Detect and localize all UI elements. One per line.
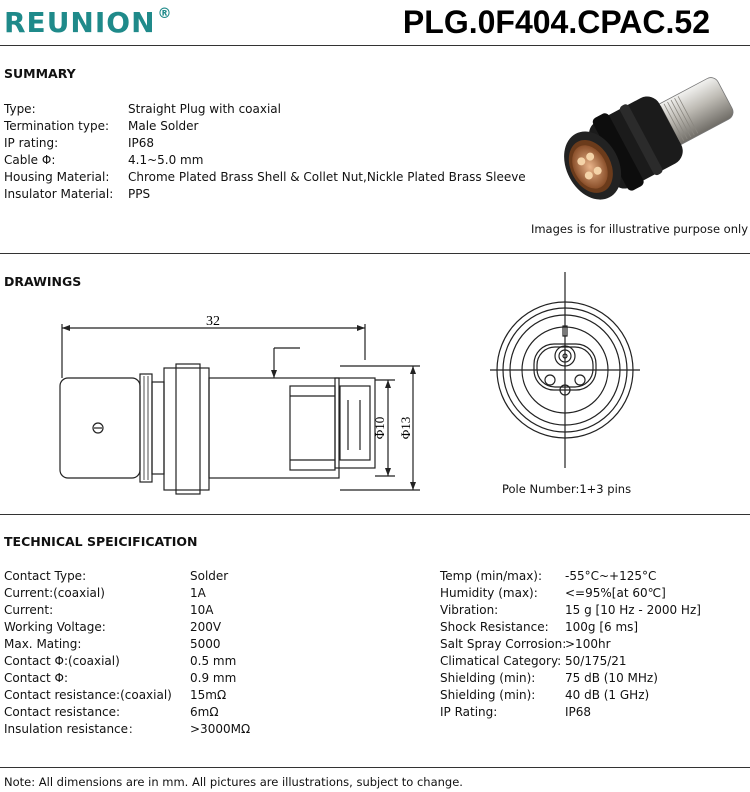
spec-label: Salt Spray Corrosion: bbox=[440, 637, 567, 651]
spec-label: Insulation resistance： bbox=[4, 722, 141, 736]
spec-value: 10A bbox=[190, 603, 214, 617]
dim-d2-label: Φ13 bbox=[398, 416, 413, 440]
spec-value: 0.5 mm bbox=[190, 654, 237, 668]
spec-label: Contact resistance:(coaxial) bbox=[4, 688, 172, 702]
divider bbox=[0, 253, 750, 254]
summary-value: PPS bbox=[128, 187, 151, 201]
summary-labels bbox=[4, 101, 113, 203]
tech-title: TECHNICAL SPEICIFICATION bbox=[4, 534, 198, 549]
spec-label: IP Rating: bbox=[440, 705, 498, 719]
spec-label: Shielding (min): bbox=[440, 671, 536, 685]
pole-caption: Pole Number:1+3 pins bbox=[502, 482, 632, 496]
divider bbox=[0, 45, 750, 46]
spec-value: 75 dB (10 MHz) bbox=[565, 671, 658, 685]
spec-label: Shielding (min): bbox=[440, 688, 536, 702]
brand-name: REUNION bbox=[4, 6, 156, 39]
tech-right-labels bbox=[440, 568, 566, 721]
tech-left-values bbox=[190, 568, 250, 738]
spec-label: Working Voltage: bbox=[4, 620, 106, 634]
summary-label: Type: bbox=[4, 102, 36, 116]
brand-logo bbox=[4, 6, 173, 39]
dim-length-label: 32 bbox=[206, 314, 220, 329]
summary-value: Chrome Plated Brass Shell & Collet Nut,Nickle Plated Brass Sleeve bbox=[128, 170, 526, 184]
spec-label: Contact Type: bbox=[4, 569, 87, 583]
spec-value: 1A bbox=[190, 586, 206, 600]
summary-value: 4.1~5.0 mm bbox=[128, 153, 204, 167]
side-view-drawing bbox=[40, 300, 440, 500]
spec-value: 50/175/21 bbox=[565, 654, 627, 668]
summary-value: IP68 bbox=[128, 136, 155, 150]
summary-label: Termination type: bbox=[4, 119, 110, 133]
divider bbox=[0, 514, 750, 515]
spec-value: <=95%[at 60℃] bbox=[565, 586, 666, 600]
spec-label: Shock Resistance: bbox=[440, 620, 549, 634]
summary-label: Insulator Material: bbox=[4, 187, 114, 201]
summary-value: Male Solder bbox=[128, 119, 199, 133]
summary-value: Straight Plug with coaxial bbox=[128, 102, 281, 116]
spec-label: Temp (min/max): bbox=[440, 569, 543, 583]
spec-label: Climatical Category: bbox=[440, 654, 562, 668]
spec-value: 100g [6 ms] bbox=[565, 620, 639, 634]
spec-value: >100hr bbox=[565, 637, 611, 651]
spec-value: IP68 bbox=[565, 705, 592, 719]
spec-label: Contact Φ:(coaxial) bbox=[4, 654, 120, 668]
tech-left-labels bbox=[4, 568, 172, 738]
drawings-title: DRAWINGS bbox=[4, 274, 82, 289]
divider bbox=[0, 767, 750, 768]
dim-d1-label: Φ10 bbox=[372, 416, 387, 440]
summary-label: Cable Φ: bbox=[4, 153, 56, 167]
spec-label: Max. Mating: bbox=[4, 637, 82, 651]
summary-label: IP rating: bbox=[4, 136, 59, 150]
registered-mark: ® bbox=[157, 6, 173, 22]
spec-label: Vibration: bbox=[440, 603, 499, 617]
tech-right-values bbox=[565, 568, 701, 721]
image-caption: Images is for illustrative purpose only bbox=[530, 222, 748, 236]
spec-label: Current: bbox=[4, 603, 54, 617]
spec-value: 6mΩ bbox=[190, 705, 219, 719]
spec-label: Humidity (max): bbox=[440, 586, 538, 600]
spec-value: 15 g [10 Hz - 2000 Hz] bbox=[565, 603, 701, 617]
summary-title: SUMMARY bbox=[4, 66, 76, 81]
summary-values bbox=[128, 101, 526, 203]
spec-label: Contact resistance: bbox=[4, 705, 121, 719]
spec-value: >3000MΩ bbox=[190, 722, 251, 736]
product-photo bbox=[555, 70, 745, 200]
spec-value: Solder bbox=[190, 569, 229, 583]
spec-value: 40 dB (1 GHz) bbox=[565, 688, 650, 702]
spec-value: 15mΩ bbox=[190, 688, 227, 702]
spec-value: -55°C~+125°C bbox=[565, 569, 657, 583]
front-view-drawing bbox=[490, 270, 650, 470]
spec-value: 200V bbox=[190, 620, 222, 634]
spec-value: 0.9 mm bbox=[190, 671, 237, 685]
part-number: PLG.0F404.CPAC.52 bbox=[402, 4, 710, 40]
spec-value: 5000 bbox=[190, 637, 221, 651]
spec-label: Contact Φ: bbox=[4, 671, 68, 685]
spec-label: Current:(coaxial) bbox=[4, 586, 105, 600]
summary-label: Housing Material: bbox=[4, 170, 110, 184]
footer-note: Note: All dimensions are in mm. All pictures are illustrations, subject to change. bbox=[4, 775, 463, 789]
